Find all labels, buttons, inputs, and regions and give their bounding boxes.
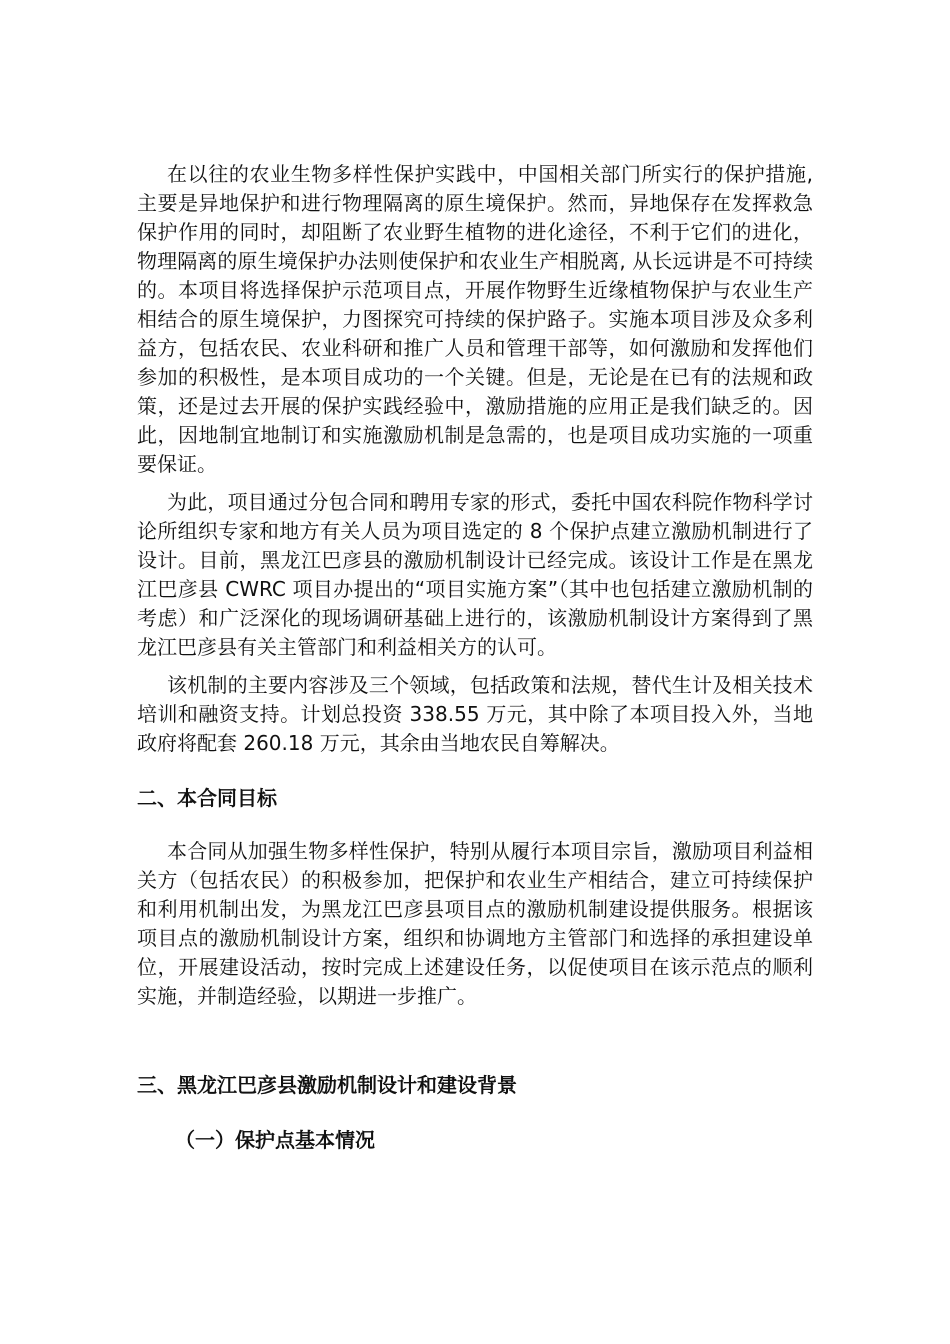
document-body	[137, 160, 813, 1155]
section-heading-bayan-background: 三、黑龙江巴彦县激励机制设计和建设背景	[137, 1073, 517, 1097]
paragraph-mechanism-content: 该机制的主要内容涉及三个领域，包括政策和法规，替代生计及相关技术培训和融资支持。计划总投资 338.55 万元，其中除了本项目投入外，当地政府将配套 260.18 万元，其余由当地农民自筹解决。	[137, 673, 813, 755]
paragraph-contract-goals: 本合同从加强生物多样性保护，特别从履行本项目宗旨，激励项目利益相关方（包括农民）的积极参加，把保护和农业生产相结合，建立可持续保护和利用机制出发，为黑龙江巴彦县项目点的激励机制建设提供服务。根据该项目点的激励机制设计方案，组织和协调地方主管部门和选择的承担建设单位，开展建设活动，按时完成上述建设任务，以促使项目在该示范点的顺利实施，并制造经验，以期进一步推广。	[137, 839, 813, 1008]
paragraph-background: 在以往的农业生物多样性保护实践中，中国相关部门所实行的保护措施,主要是异地保护和进行物理隔离的原生境保护。然而，异地保存在发挥救急保护作用的同时，却阻断了农业野生植物的进化途径，不利于它们的进化，物理隔离的原生境保护办法则使保护和农业生产相脱离, 从长远讲是不可持续的。本项目将选择保护示范项目点，开展作物野生近缘植物保护与农业生产相结合的原生境保护，力图探究可持续的保护路子。实施本项目涉及众多利益方，包括农民、农业科研和推广人员和管理干部等，如何激励和发挥他们参加的积极性，是本项目成功的一个关键。但是，无论是在已有的法规和政策，还是过去开展的保护实践经验中，激励措施的应用正是我们缺乏的。因此，因地制宜地制订和实施激励机制是急需的，也是项目成功实施的一项重要保证。	[137, 162, 813, 476]
paragraph-design-work: 为此，项目通过分包合同和聘用专家的形式，委托中国农科院作物科学讨论所组织专家和地方有关人员为项目选定的 8 个保护点建立激励机制进行了设计。目前，黑龙江巴彦县的激励机制设计已经完成。该设计工作是在黑龙江巴彦县 CWRC 项目办提出的“项目实施方案”（其中也包括建立激励机制的考虑）和广泛深化的现场调研基础上进行的，该激励机制设计方案得到了黑龙江巴彦县有关主管部门和利益相关方的认可。	[137, 490, 813, 659]
subsection-heading-site-overview: （一）保护点基本情况	[175, 1128, 375, 1152]
section-heading-contract-goals: 二、本合同目标	[137, 786, 277, 810]
